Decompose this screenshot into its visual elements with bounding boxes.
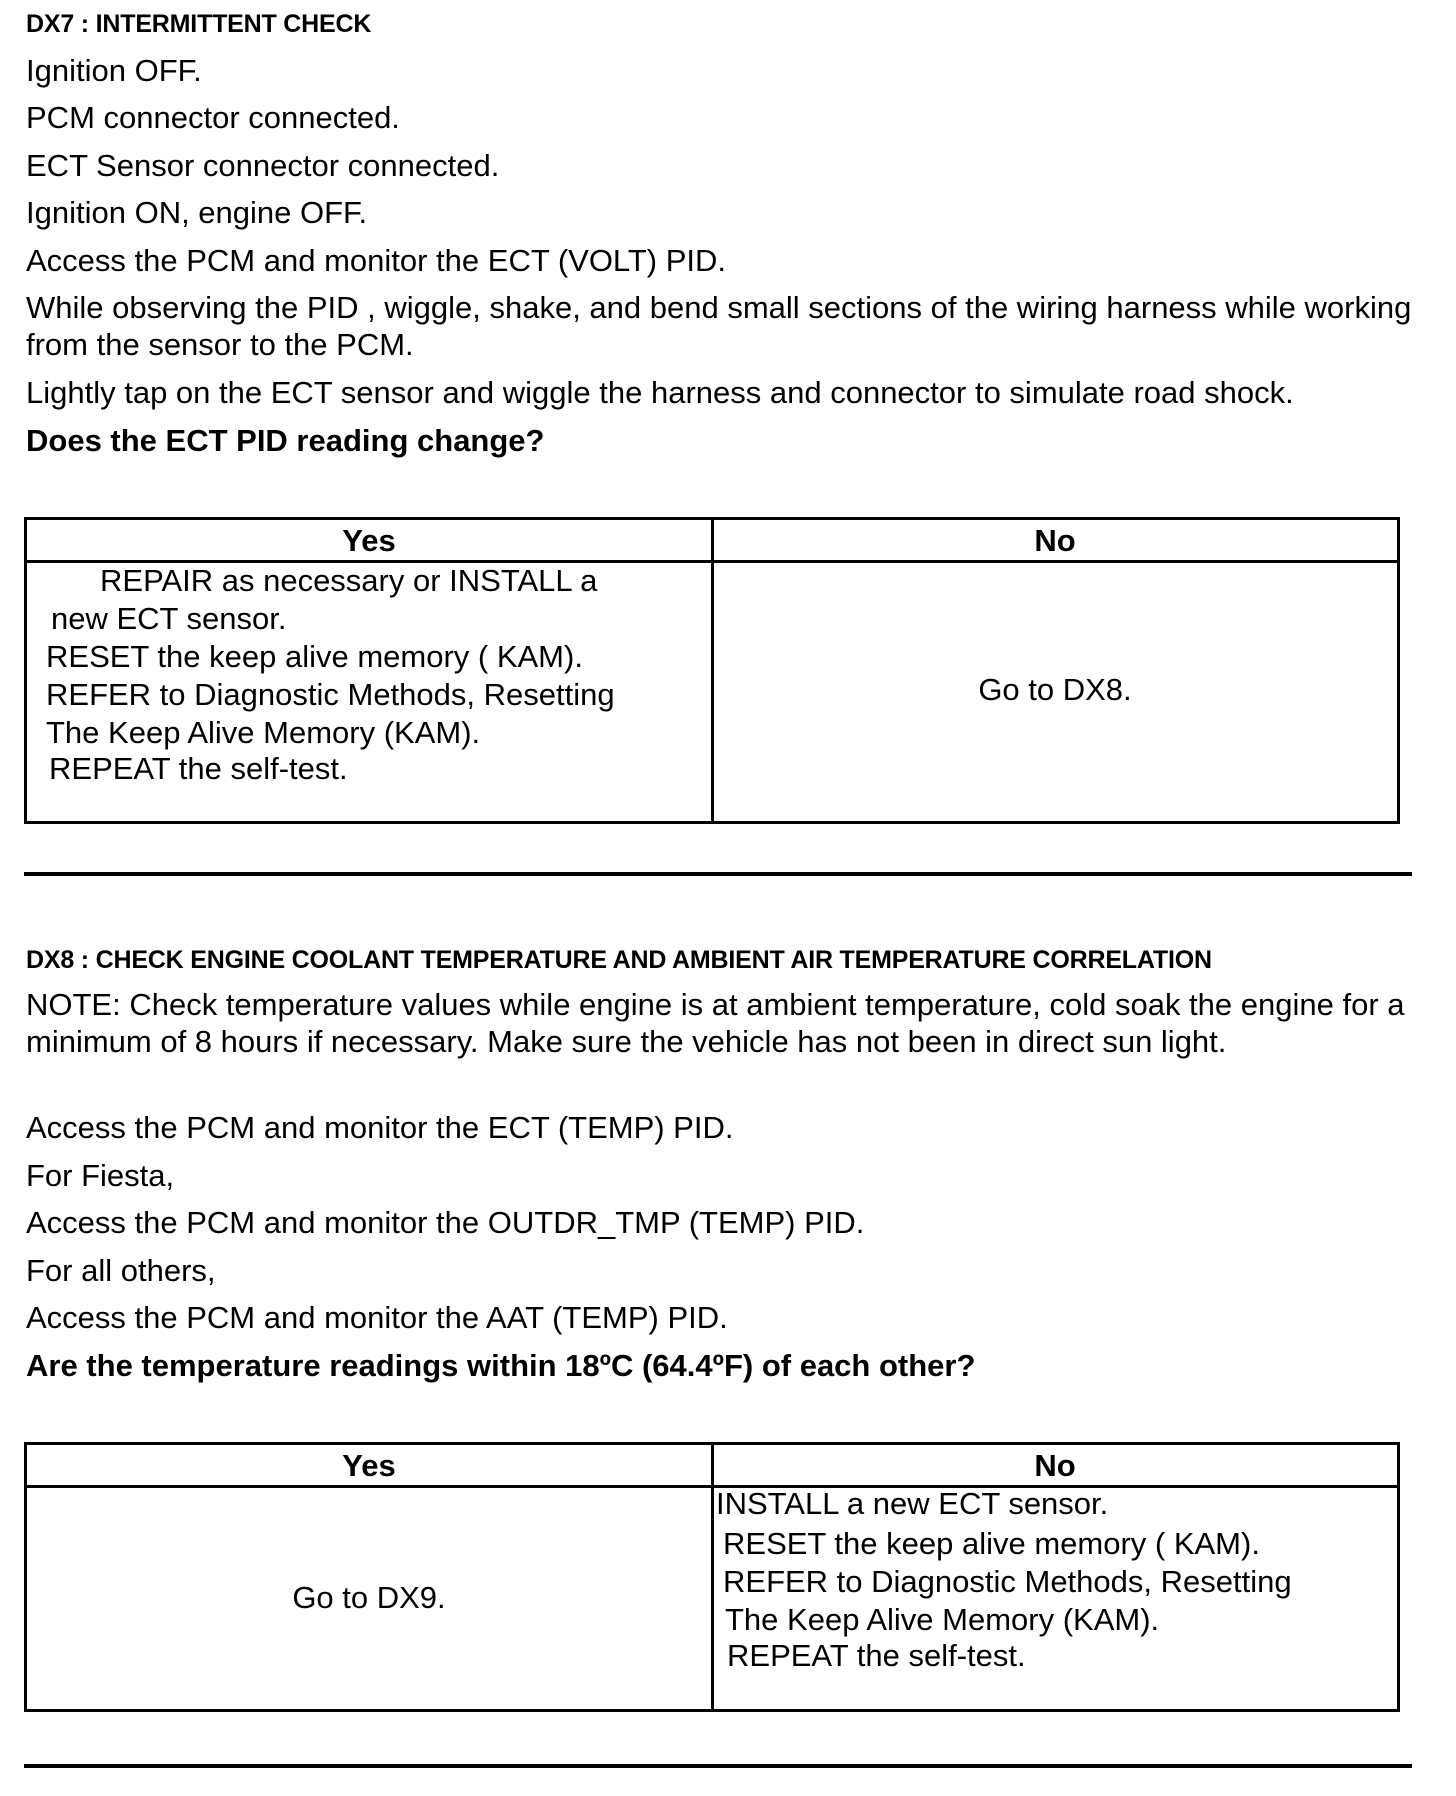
dx7-no-header: No	[1034, 523, 1076, 558]
dx7-yes-line-2: new ECT sensor.	[51, 601, 287, 636]
dx8-question: Are the temperature readings within 18ºC (64.4ºF) of each other?	[26, 1348, 976, 1383]
dx8-no-line-2: RESET the keep alive memory ( KAM).	[723, 1526, 1260, 1561]
dx7-yes-header: Yes	[342, 523, 396, 558]
dx8-no-line-5: REPEAT the self-test.	[727, 1638, 1026, 1673]
dx8-title: DX8 : CHECK ENGINE COOLANT TEMPERATURE AND AMBIENT AIR TEMPERATURE CORRELATION	[26, 946, 1212, 974]
dx7-question: Does the ECT PID reading change?	[26, 423, 545, 458]
section-divider-2	[24, 1764, 1412, 1768]
dx8-yes-text: Go to DX9.	[292, 1580, 446, 1615]
dx7-yes-line-3: RESET the keep alive memory ( KAM).	[46, 639, 583, 674]
dx7-yes-line-1: REPAIR as necessary or INSTALL a	[100, 563, 598, 598]
dx8-no-header: No	[1034, 1448, 1076, 1483]
dx8-no-line-4: The Keep Alive Memory (KAM).	[725, 1602, 1160, 1637]
dx7-step-6: While observing the PID , wiggle, shake, and bend small sections of the wiring harness while working from the sensor to the PCM.	[26, 290, 1412, 362]
dx8-step-4: For all others,	[26, 1253, 216, 1288]
dx8-step-5: Access the PCM and monitor the AAT (TEMP) PID.	[26, 1300, 728, 1335]
dx8-step-1: Access the PCM and monitor the ECT (TEMP) PID.	[26, 1110, 734, 1145]
dx7-step-1: Ignition OFF.	[26, 53, 202, 88]
dx8-column-divider	[711, 1445, 714, 1709]
dx7-step-3: ECT Sensor connector connected.	[26, 148, 500, 183]
section-divider-1	[24, 872, 1412, 876]
dx8-yes-header: Yes	[342, 1448, 396, 1483]
dx8-note: NOTE: Check temperature values while engine is at ambient temperature, cold soak the engine for a minimum of 8 hours if necessary. Make sure the vehicle has not been in direct sun light.	[26, 987, 1405, 1059]
dx7-step-4: Ignition ON, engine OFF.	[26, 195, 368, 230]
dx7-column-divider	[711, 520, 714, 821]
dx8-step-3: Access the PCM and monitor the OUTDR_TMP (TEMP) PID.	[26, 1205, 865, 1240]
dx7-step-7: Lightly tap on the ECT sensor and wiggle the harness and connector to simulate road shock.	[26, 375, 1294, 410]
dx7-title: DX7 : INTERMITTENT CHECK	[26, 10, 372, 38]
dx7-yes-line-6: REPEAT the self-test.	[49, 751, 348, 786]
dx8-no-line-1: INSTALL a new ECT sensor.	[716, 1486, 1109, 1521]
dx8-yes-no-table	[24, 1442, 1400, 1712]
dx7-yes-line-5: The Keep Alive Memory (KAM).	[46, 715, 481, 750]
dx7-yes-no-table	[24, 517, 1400, 824]
dx7-step-5: Access the PCM and monitor the ECT (VOLT) PID.	[26, 243, 727, 278]
dx7-yes-line-4: REFER to Diagnostic Methods, Resetting	[46, 677, 615, 712]
dx7-step-2: PCM connector connected.	[26, 100, 400, 135]
dx7-no-text: Go to DX8.	[978, 672, 1132, 707]
dx8-no-line-3: REFER to Diagnostic Methods, Resetting	[723, 1564, 1292, 1599]
dx8-step-2: For Fiesta,	[26, 1158, 175, 1193]
